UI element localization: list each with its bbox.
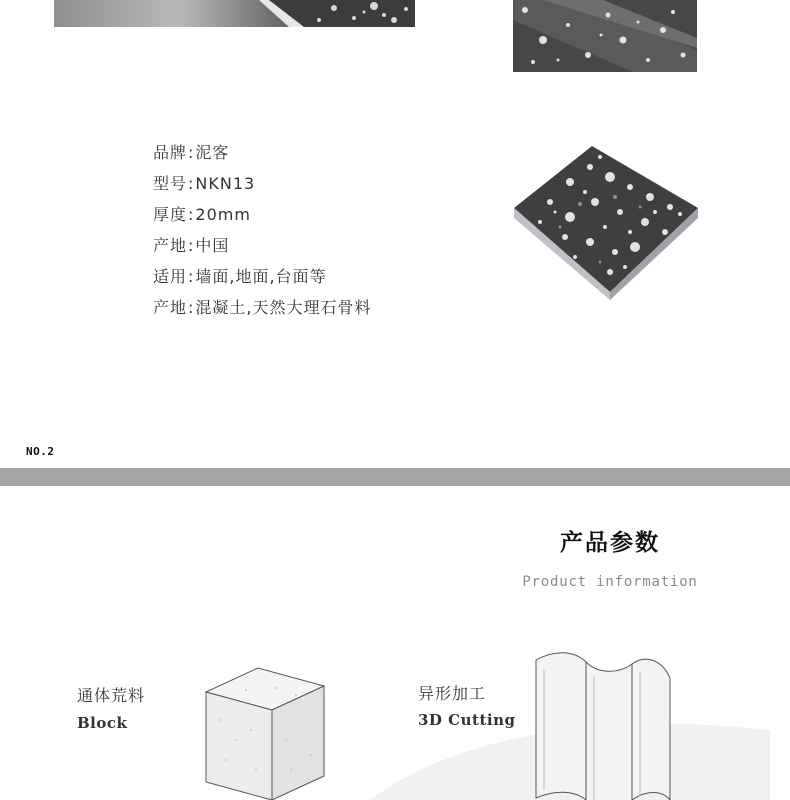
spec-key: 品牌 — [153, 143, 188, 162]
spec-separator: : — [188, 236, 195, 255]
spec-separator: : — [188, 174, 195, 193]
terrazzo-photo-graphic — [513, 0, 697, 72]
spec-value: 泥客 — [195, 143, 230, 162]
top-right-terrazzo-photo — [513, 0, 697, 72]
top-left-terrazzo-photo — [54, 0, 415, 27]
spec-value: 混凝土,天然大理石骨料 — [195, 298, 372, 317]
spec-list — [153, 140, 372, 326]
section-number: NO.2 — [26, 445, 55, 458]
spec-key: 产地 — [153, 236, 188, 255]
spec-key: 厚度 — [153, 205, 188, 224]
spec-row-material — [153, 295, 372, 326]
section-title: 产品参数 — [560, 530, 660, 556]
spec-separator: : — [188, 143, 195, 162]
spec-key: 产地 — [153, 298, 188, 317]
spec-key: 型号 — [153, 174, 188, 193]
spec-row-thickness — [153, 202, 372, 233]
terrazzo-tile-image — [510, 142, 702, 302]
curved-panel-illustration — [524, 650, 674, 800]
spec-value: 墙面,地面,台面等 — [195, 267, 327, 286]
spec-row-brand — [153, 140, 372, 171]
spec-separator: : — [188, 205, 195, 224]
spec-value: NKN13 — [195, 174, 256, 193]
terrazzo-photo-graphic — [54, 0, 415, 27]
block-label-en: Block — [77, 714, 128, 732]
spec-value: 中国 — [195, 236, 230, 255]
section-divider — [0, 468, 790, 486]
spec-value: 20mm — [195, 205, 251, 224]
spec-row-application — [153, 264, 372, 295]
block-cube-illustration — [196, 660, 336, 800]
block-label-zh: 通体荒料 — [77, 686, 146, 705]
cutting-label-zh: 异形加工 — [418, 684, 487, 703]
cutting-label-en: 3D Cutting — [418, 711, 516, 729]
spec-key: 适用 — [153, 267, 188, 286]
spec-separator: : — [188, 267, 195, 286]
spec-row-model — [153, 171, 372, 202]
spec-separator: : — [188, 298, 195, 317]
spec-row-origin — [153, 233, 372, 264]
section-subtitle: Product information — [522, 574, 698, 590]
